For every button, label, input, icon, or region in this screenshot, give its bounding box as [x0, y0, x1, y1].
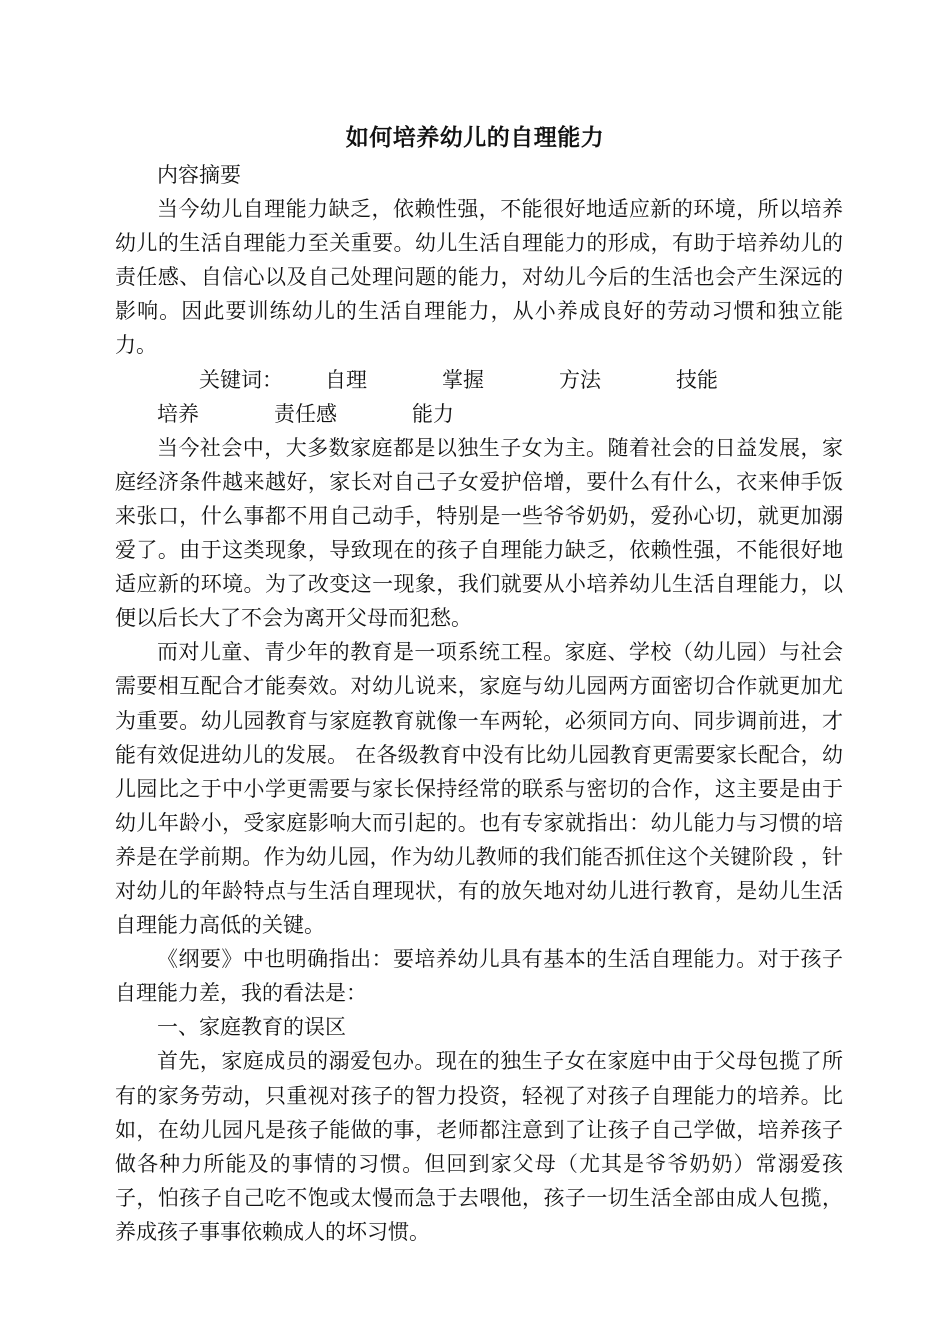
keyword: 方法: [559, 367, 601, 392]
keyword: 责任感: [274, 401, 337, 426]
abstract-heading: 内容摘要: [157, 163, 241, 187]
body-paragraph: 当今社会中，大多数家庭都是以独生子女为主。随着社会的日益发展，家庭经济条件越来越好，家长对自己子女爱护倍增，要什么有什么，衣来伸手饭来张口，什么事都不用自己动手，特别是一些爷爷奶奶，爱孙心切，就更加溺爱了。由于这类现象，导致现在的孩子自理能力缺乏，依赖性强，不能很好地适应新的环境。为了改变这一现象，我们就要从小培养幼儿生活自理能力，以便以后长大了不会为离开父母而犯愁。: [115, 435, 843, 631]
body-paragraph: 《纲要》中也明确指出：要培养幼儿具有基本的生活自理能力。对于孩子自理能力差，我的看法是：: [115, 947, 843, 1006]
keyword: 技能: [676, 367, 718, 392]
document-title: 如何培养幼儿的自理能力: [345, 125, 605, 151]
keyword: 掌握: [442, 367, 484, 392]
section-heading: 一、家庭教育的误区: [157, 1015, 346, 1040]
section-paragraph: 首先，家庭成员的溺爱包办。现在的独生子女在家庭中由于父母包揽了所有的家务劳动，只重视对孩子的智力投资，轻视了对孩子自理能力的培养。比如，在幼儿园凡是孩子能做的事，老师都注意到了让孩子自己学做，培养孩子做各种力所能及的事情的习惯。但回到家父母（尤其是爷爷奶奶）常溺爱孩子，怕孩子自己吃不饱或太慢而急于去喂他，孩子一切生活全部由成人包揽，养成孩子事事依赖成人的坏习惯。: [115, 1049, 843, 1244]
keywords-label: 关键词：: [199, 367, 283, 392]
keyword: 培养: [157, 401, 199, 426]
keyword: 自理: [325, 367, 367, 392]
abstract-paragraph: 当今幼儿自理能力缺乏，依赖性强，不能很好地适应新的环境，所以培养幼儿的生活自理能力至关重要。幼儿生活自理能力的形成，有助于培养幼儿的责任感、自信心以及自己处理问题的能力，对幼儿今后的生活也会产生深远的影响。因此要训练幼儿的生活自理能力，从小养成良好的劳动习惯和独立能力。: [115, 197, 843, 358]
keyword: 能力: [412, 401, 454, 426]
document-body: [115, 158, 843, 1249]
body-paragraph: 而对儿童、青少年的教育是一项系统工程。家庭、学校（幼儿园）与社会需要相互配合才能奏效。对幼儿说来，家庭与幼儿园两方面密切合作就更加尤为重要。幼儿园教育与家庭教育就像一车两轮，必须同方向、同步调前进，才能有效促进幼儿的发展。 在各级教育中没有比幼儿园教育更需要家长配合，幼儿园比之于中小学更需要与家长保持经常的联系与密切的合作，这主要是由于幼儿年龄小，受家庭影响大而引起的。也有专家就指出：幼儿能力与习惯的培养是在学前期。作为幼儿园，作为幼儿教师的我们能否抓住这个关键阶段 ，针对幼儿的年龄特点与生活自理现状，有的放矢地对幼儿进行教育，是幼儿生活自理能力高低的关键。: [115, 640, 843, 938]
keywords-line: [115, 363, 843, 431]
